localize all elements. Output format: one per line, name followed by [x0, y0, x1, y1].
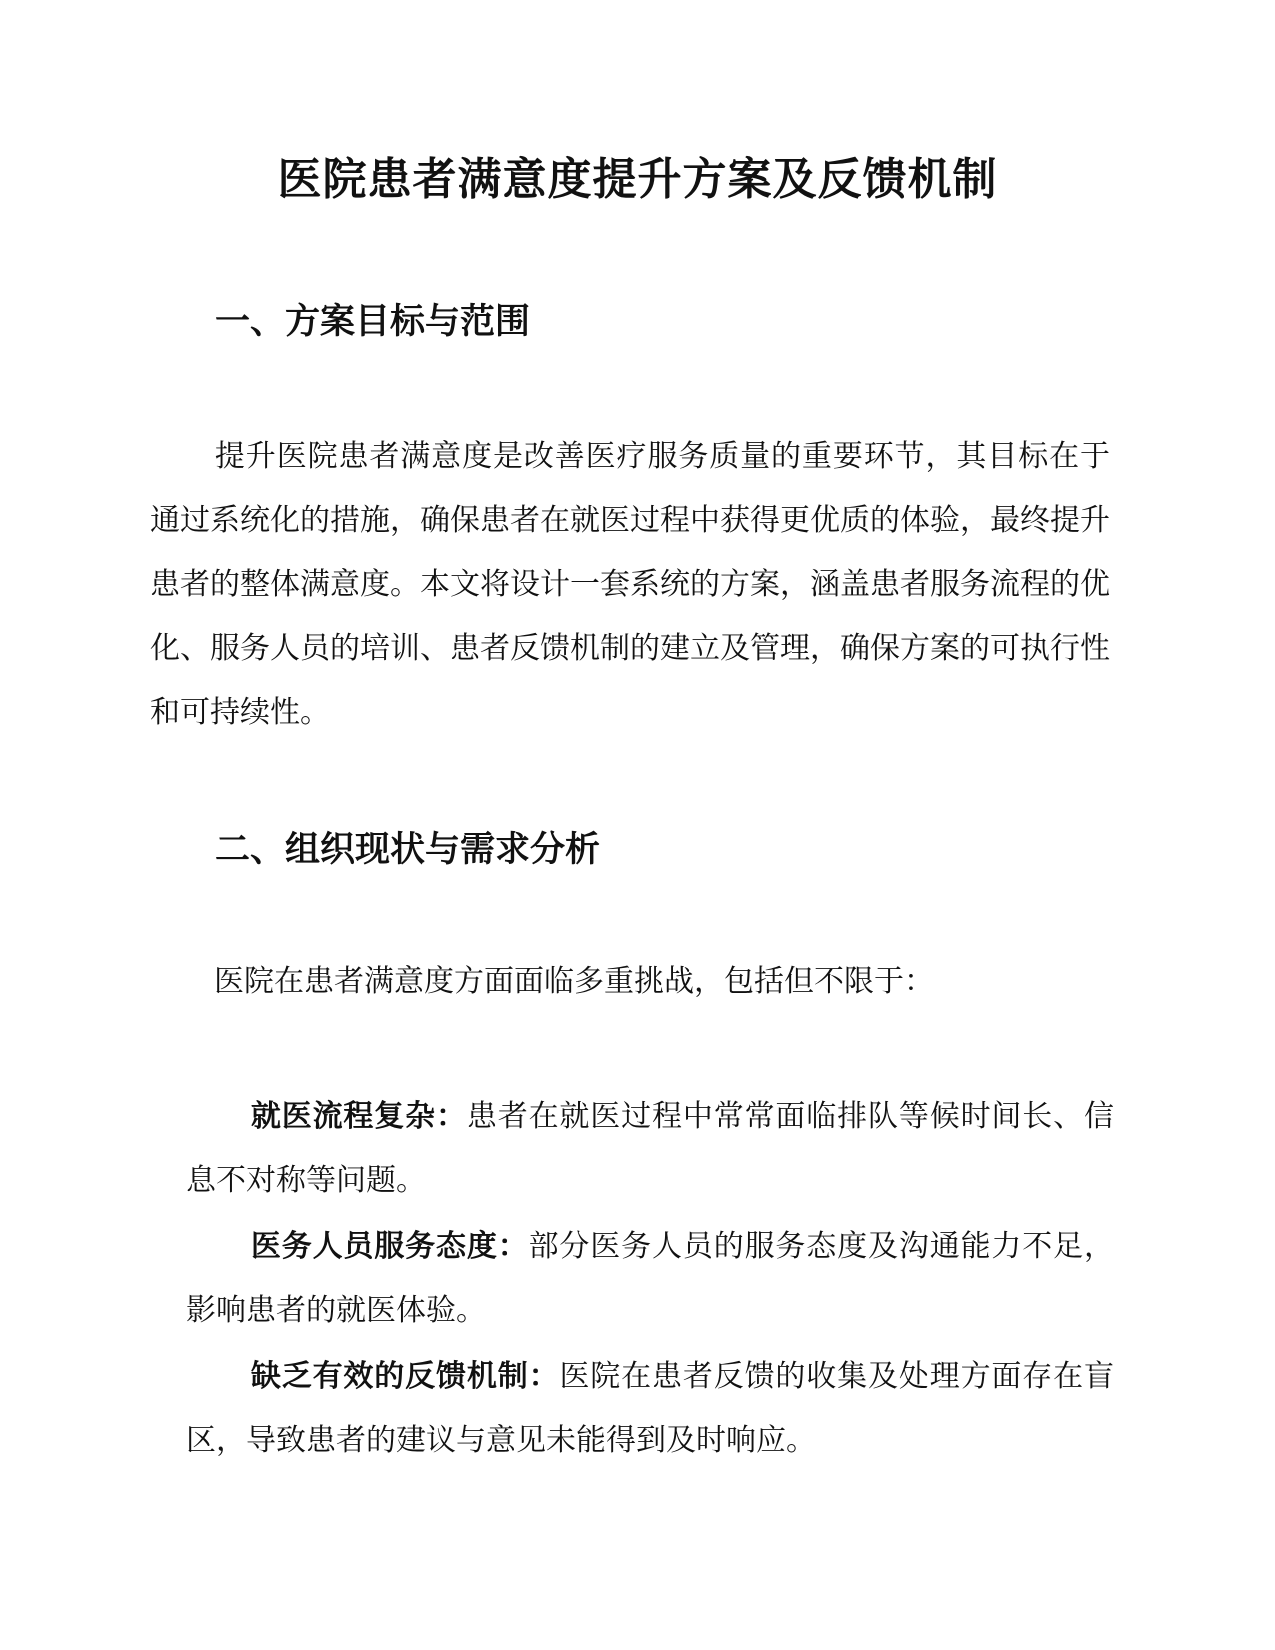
- list-item: [186, 1215, 1114, 1343]
- document-title: 医院患者满意度提升方案及反馈机制: [277, 154, 998, 205]
- list-item: [186, 1345, 1114, 1473]
- challenge-text: 患者在就医过程中常常面临排队等候时间长、信息不对称等问题。: [186, 1099, 1115, 1198]
- challenge-term: 医务人员服务态度：: [250, 1229, 529, 1264]
- paragraph-text: 提升医院患者满意度是改善医疗服务质量的重要环节，其目标在于通过系统化的措施，确保患者在就医过程中获得更优质的体验，最终提升患者的整体满意度。本文将设计一套系统的方案，涵盖患者服务流程的优化、服务人员的培训、患者反馈机制的建立及管理，确保方案的可执行性和可持续性。: [150, 439, 1110, 730]
- challenge-term: 就医流程复杂：: [250, 1099, 467, 1134]
- paragraph-text: 医院在患者满意度方面面临多重挑战，包括但不限于：: [214, 964, 934, 999]
- challenge-text: 医院在患者反馈的收集及处理方面存在盲区，导致患者的建议与意见未能得到及时响应。: [186, 1359, 1115, 1458]
- section-paragraph-goals-scope: [150, 425, 1110, 745]
- challenge-list: [186, 1085, 1114, 1475]
- challenge-term: 缺乏有效的反馈机制：: [250, 1359, 560, 1394]
- challenge-text: 部分医务人员的服务态度及沟通能力不足，影响患者的就医体验。: [186, 1229, 1115, 1328]
- section-paragraph-status-analysis: [150, 950, 1110, 1014]
- list-item: [186, 1085, 1114, 1213]
- section-heading-goals-scope: 一、方案目标与范围: [215, 302, 531, 342]
- section-heading-status-analysis: 二、组织现状与需求分析: [215, 830, 601, 870]
